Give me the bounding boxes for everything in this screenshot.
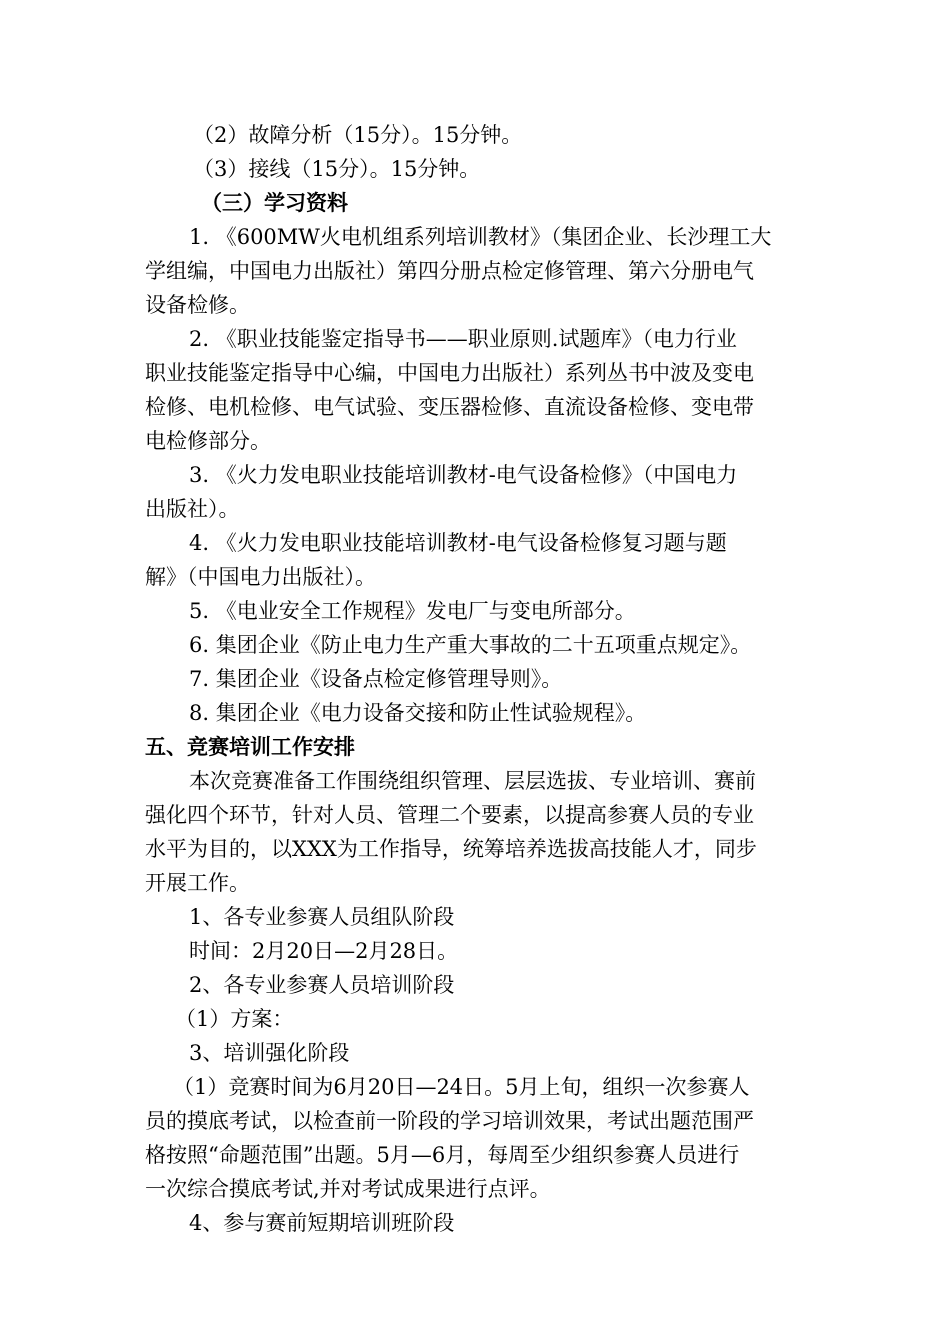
exam-item-fault-analysis: （2）故障分析（15分）。15分钟。 bbox=[193, 123, 523, 147]
material-item-1: 1. 《600MW火电机组系列培训教材》（集团企业、长沙理工大 bbox=[189, 225, 772, 249]
section-heading-training-arrangement: 五、竞赛培训工作安排 bbox=[145, 734, 355, 759]
material-item-4-cont: 解》（中国电力出版社）。 bbox=[145, 565, 376, 589]
material-item-2-cont: 检修、电机检修、电气试验、变压器检修、直流设备检修、变电带 bbox=[145, 395, 754, 419]
stage-3-contest: （1）竞赛时间为6月20日—24日。5月上旬，组织一次参赛人 bbox=[173, 1075, 750, 1099]
stage-3-contest-cont: 格按照“命题范围”出题。5月—6月，每周至少组织参赛人员进行 bbox=[145, 1143, 740, 1167]
stage-4-heading: 4、参与赛前短期培训班阶段 bbox=[189, 1211, 455, 1235]
material-item-2: 2. 《职业技能鉴定指导书——职业原则.试题库》（电力行业 bbox=[189, 327, 737, 351]
material-item-3: 3. 《火力发电职业技能培训教材-电气设备检修》（中国电力 bbox=[189, 463, 738, 487]
material-item-1-cont: 设备检修。 bbox=[145, 293, 250, 317]
material-item-2-cont: 职业技能鉴定指导中心编，中国电力出版社）系列丛书中波及变电 bbox=[145, 361, 754, 385]
document-body bbox=[145, 118, 810, 1240]
stage-2-heading: 2、各专业参赛人员培训阶段 bbox=[189, 973, 455, 997]
stage-3-contest-cont: 员的摸底考试，以检查前一阶段的学习培训效果，考试出题范围严 bbox=[145, 1109, 754, 1133]
stage-3-heading: 3、培训强化阶段 bbox=[189, 1041, 350, 1065]
material-item-4: 4. 《火力发电职业技能培训教材-电气设备检修复习题与题 bbox=[189, 531, 727, 555]
stage-1-time: 时间：2月20日—2月28日。 bbox=[189, 939, 459, 963]
material-item-3-cont: 出版社）。 bbox=[145, 497, 240, 521]
paragraph-intro-cont: 强化四个环节，针对人员、管理二个要素，以提高参赛人员的专业 bbox=[145, 803, 754, 827]
material-item-1-cont: 学组编，中国电力出版社）第四分册点检定修管理、第六分册电气 bbox=[145, 259, 754, 283]
paragraph-intro-cont: 开展工作。 bbox=[145, 871, 250, 895]
section-heading-study-materials: （三）学习资料 bbox=[201, 190, 348, 215]
material-item-7: 7. 集团企业《设备点检定修管理导则》。 bbox=[189, 667, 563, 691]
stage-3-contest-cont: 一次综合摸底考试,并对考试成果进行点评。 bbox=[145, 1177, 551, 1201]
material-item-6: 6. 集团企业《防止电力生产重大事故的二十五项重点规定》。 bbox=[189, 633, 752, 657]
material-item-8: 8. 集团企业《电力设备交接和防止性试验规程》。 bbox=[189, 701, 647, 725]
exam-item-wiring: （3）接线（15分）。15分钟。 bbox=[193, 157, 481, 181]
material-item-2-cont: 电检修部分。 bbox=[145, 429, 271, 453]
material-item-5: 5. 《电业安全工作规程》发电厂与变电所部分。 bbox=[189, 599, 636, 623]
paragraph-intro: 本次竞赛准备工作围绕组织管理、层层选拔、专业培训、赛前 bbox=[189, 769, 756, 793]
paragraph-intro-cont: 水平为目的，以XXX为工作指导，统筹培养选拔高技能人才，同步 bbox=[145, 837, 757, 861]
stage-1-heading: 1、各专业参赛人员组队阶段 bbox=[189, 905, 455, 929]
stage-2-plan: （1）方案： bbox=[175, 1007, 294, 1031]
